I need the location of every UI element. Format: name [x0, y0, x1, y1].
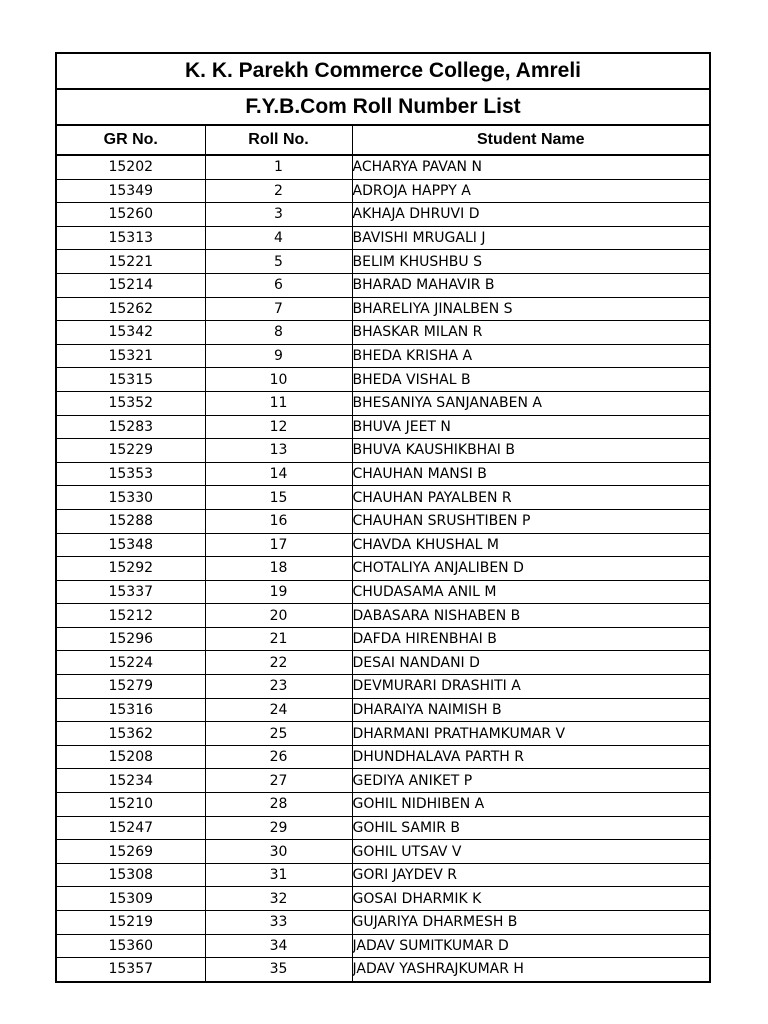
cell-roll-no: 32	[205, 887, 352, 911]
cell-gr-no: 15337	[57, 580, 205, 604]
cell-gr-no: 15330	[57, 486, 205, 510]
cell-roll-no: 25	[205, 722, 352, 746]
table-row	[57, 368, 709, 392]
table-row	[57, 486, 709, 510]
table-row	[57, 675, 709, 699]
cell-roll-no: 28	[205, 793, 352, 817]
table-row	[57, 226, 709, 250]
cell-roll-no: 15	[205, 486, 352, 510]
cell-roll-no: 3	[205, 203, 352, 227]
cell-roll-no: 12	[205, 415, 352, 439]
cell-student-name: AKHAJA DHRUVI D	[352, 203, 709, 227]
table-row	[57, 344, 709, 368]
cell-roll-no: 34	[205, 934, 352, 958]
cell-student-name: CHAUHAN MANSI B	[352, 462, 709, 486]
cell-student-name: GOHIL NIDHIBEN A	[352, 793, 709, 817]
column-header-roll: Roll No.	[205, 126, 352, 155]
cell-gr-no: 15283	[57, 415, 205, 439]
cell-gr-no: 15210	[57, 793, 205, 817]
cell-roll-no: 13	[205, 439, 352, 463]
table-row	[57, 415, 709, 439]
cell-student-name: JADAV SUMITKUMAR D	[352, 934, 709, 958]
table-row	[57, 840, 709, 864]
table-row	[57, 321, 709, 345]
column-header-name: Student Name	[352, 126, 709, 155]
cell-gr-no: 15296	[57, 627, 205, 651]
table-row	[57, 627, 709, 651]
table-row	[57, 250, 709, 274]
cell-gr-no: 15292	[57, 557, 205, 581]
cell-roll-no: 11	[205, 391, 352, 415]
cell-gr-no: 15214	[57, 273, 205, 297]
cell-student-name: BHARAD MAHAVIR B	[352, 273, 709, 297]
cell-roll-no: 4	[205, 226, 352, 250]
cell-student-name: BELIM KHUSHBU S	[352, 250, 709, 274]
cell-roll-no: 16	[205, 509, 352, 533]
cell-student-name: GOHIL SAMIR B	[352, 816, 709, 840]
table-row	[57, 462, 709, 486]
cell-gr-no: 15221	[57, 250, 205, 274]
cell-student-name: CHUDASAMA ANIL M	[352, 580, 709, 604]
cell-gr-no: 15269	[57, 840, 205, 864]
table-row	[57, 863, 709, 887]
cell-student-name: GEDIYA ANIKET P	[352, 769, 709, 793]
cell-gr-no: 15316	[57, 698, 205, 722]
cell-gr-no: 15349	[57, 179, 205, 203]
table-row	[57, 816, 709, 840]
cell-roll-no: 26	[205, 745, 352, 769]
cell-student-name: BAVISHI MRUGALI J	[352, 226, 709, 250]
table-header-row	[57, 126, 709, 155]
cell-roll-no: 30	[205, 840, 352, 864]
cell-gr-no: 15360	[57, 934, 205, 958]
table-row	[57, 934, 709, 958]
table-row	[57, 533, 709, 557]
cell-roll-no: 9	[205, 344, 352, 368]
table-row	[57, 557, 709, 581]
cell-gr-no: 15342	[57, 321, 205, 345]
cell-gr-no: 15219	[57, 911, 205, 935]
table-row	[57, 580, 709, 604]
cell-roll-no: 1	[205, 155, 352, 179]
cell-student-name: BHUVA KAUSHIKBHAI B	[352, 439, 709, 463]
cell-gr-no: 15224	[57, 651, 205, 675]
cell-roll-no: 17	[205, 533, 352, 557]
cell-gr-no: 15348	[57, 533, 205, 557]
cell-gr-no: 15212	[57, 604, 205, 628]
cell-gr-no: 15208	[57, 745, 205, 769]
cell-roll-no: 5	[205, 250, 352, 274]
cell-roll-no: 23	[205, 675, 352, 699]
cell-gr-no: 15288	[57, 509, 205, 533]
table-row	[57, 769, 709, 793]
cell-gr-no: 15362	[57, 722, 205, 746]
table-row	[57, 958, 709, 982]
cell-gr-no: 15308	[57, 863, 205, 887]
cell-gr-no: 15260	[57, 203, 205, 227]
cell-student-name: CHAUHAN PAYALBEN R	[352, 486, 709, 510]
cell-student-name: BHUVA JEET N	[352, 415, 709, 439]
cell-student-name: DABASARA NISHABEN B	[352, 604, 709, 628]
table-row	[57, 604, 709, 628]
cell-student-name: DAFDA HIRENBHAI B	[352, 627, 709, 651]
cell-roll-no: 7	[205, 297, 352, 321]
cell-gr-no: 15353	[57, 462, 205, 486]
cell-roll-no: 19	[205, 580, 352, 604]
cell-roll-no: 33	[205, 911, 352, 935]
cell-roll-no: 22	[205, 651, 352, 675]
cell-student-name: GUJARIYA DHARMESH B	[352, 911, 709, 935]
cell-student-name: BHEDA VISHAL B	[352, 368, 709, 392]
cell-gr-no: 15279	[57, 675, 205, 699]
cell-student-name: DHARAIYA NAIMISH B	[352, 698, 709, 722]
cell-roll-no: 18	[205, 557, 352, 581]
table-row	[57, 745, 709, 769]
cell-roll-no: 2	[205, 179, 352, 203]
college-title: K. K. Parekh Commerce College, Amreli	[57, 54, 709, 90]
table-row	[57, 698, 709, 722]
cell-student-name: GORI JAYDEV R	[352, 863, 709, 887]
cell-gr-no: 15352	[57, 391, 205, 415]
table-row	[57, 651, 709, 675]
cell-student-name: JADAV YASHRAJKUMAR H	[352, 958, 709, 982]
list-title: F.Y.B.Com Roll Number List	[57, 90, 709, 126]
cell-student-name: ADROJA HAPPY A	[352, 179, 709, 203]
table-row	[57, 911, 709, 935]
cell-gr-no: 15262	[57, 297, 205, 321]
cell-gr-no: 15357	[57, 958, 205, 982]
cell-roll-no: 31	[205, 863, 352, 887]
table-row	[57, 179, 709, 203]
cell-gr-no: 15321	[57, 344, 205, 368]
cell-student-name: GOHIL UTSAV V	[352, 840, 709, 864]
cell-student-name: DHARMANI PRATHAMKUMAR V	[352, 722, 709, 746]
cell-gr-no: 15202	[57, 155, 205, 179]
cell-roll-no: 10	[205, 368, 352, 392]
cell-roll-no: 20	[205, 604, 352, 628]
cell-roll-no: 27	[205, 769, 352, 793]
table-row	[57, 887, 709, 911]
table-row	[57, 391, 709, 415]
column-header-gr: GR No.	[57, 126, 205, 155]
cell-student-name: CHAVDA KHUSHAL M	[352, 533, 709, 557]
cell-student-name: BHASKAR MILAN R	[352, 321, 709, 345]
cell-student-name: BHESANIYA SANJANABEN A	[352, 391, 709, 415]
cell-gr-no: 15247	[57, 816, 205, 840]
table-row	[57, 722, 709, 746]
table-row	[57, 439, 709, 463]
table-row	[57, 297, 709, 321]
cell-roll-no: 6	[205, 273, 352, 297]
table-body	[57, 155, 709, 982]
roll-table	[57, 126, 709, 983]
table-row	[57, 155, 709, 179]
roll-list-sheet	[55, 52, 711, 983]
cell-student-name: ACHARYA PAVAN N	[352, 155, 709, 179]
table-row	[57, 793, 709, 817]
cell-student-name: GOSAI DHARMIK K	[352, 887, 709, 911]
cell-gr-no: 15315	[57, 368, 205, 392]
cell-student-name: BHEDA KRISHA A	[352, 344, 709, 368]
cell-roll-no: 29	[205, 816, 352, 840]
cell-roll-no: 14	[205, 462, 352, 486]
cell-roll-no: 21	[205, 627, 352, 651]
cell-student-name: DEVMURARI DRASHITI A	[352, 675, 709, 699]
cell-roll-no: 35	[205, 958, 352, 982]
table-row	[57, 273, 709, 297]
cell-roll-no: 8	[205, 321, 352, 345]
cell-student-name: DHUNDHALAVA PARTH R	[352, 745, 709, 769]
cell-student-name: CHOTALIYA ANJALIBEN D	[352, 557, 709, 581]
cell-student-name: BHARELIYA JINALBEN S	[352, 297, 709, 321]
cell-gr-no: 15234	[57, 769, 205, 793]
table-row	[57, 509, 709, 533]
cell-gr-no: 15229	[57, 439, 205, 463]
cell-student-name: CHAUHAN SRUSHTIBEN P	[352, 509, 709, 533]
cell-student-name: DESAI NANDANI D	[352, 651, 709, 675]
cell-roll-no: 24	[205, 698, 352, 722]
cell-gr-no: 15309	[57, 887, 205, 911]
cell-gr-no: 15313	[57, 226, 205, 250]
table-row	[57, 203, 709, 227]
